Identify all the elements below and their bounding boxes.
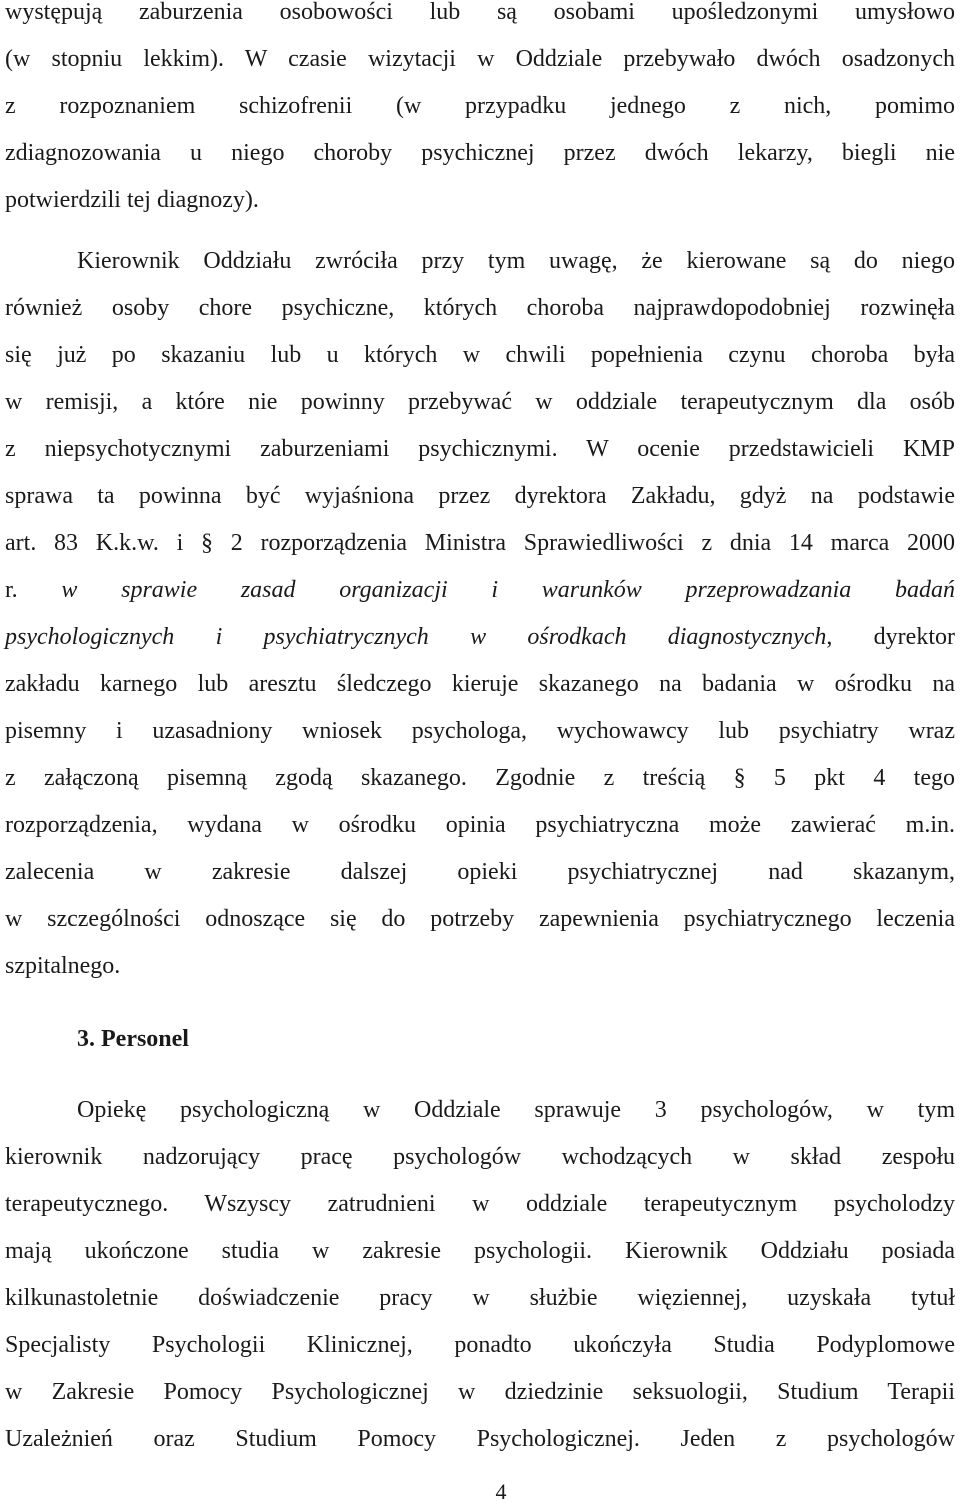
text-line: art. 83 K.k.w. i § 2 rozporządzenia Ministra Sprawiedliwości z dnia 14 marca 2000: [5, 530, 955, 556]
text-line: Specjalisty Psychologii Klinicznej, ponadto ukończyła Studia Podyplomowe: [5, 1332, 955, 1358]
text-line: w szczególności odnoszące się do potrzeby zapewnienia psychiatrycznego leczenia: [5, 906, 955, 932]
text-line: w Zakresie Pomocy Psychologicznej w dziedzinie seksuologii, Studium Terapii: [5, 1379, 955, 1405]
text-line: potwierdzili tej diagnozy).: [5, 187, 259, 213]
text-line: [5, 622, 955, 652]
text-line: sprawa ta powinna być wyjaśniona przez dyrektora Zakładu, gdyż na podstawie: [5, 483, 955, 509]
text-line: Kierownik Oddziału zwróciła przy tym uwagę, że kierowane są do niego: [77, 248, 955, 274]
text-line: zakładu karnego lub aresztu śledczego kieruje skazanego na badania w ośrodku na: [5, 671, 955, 697]
text-line: [5, 575, 955, 605]
text-line: w remisji, a które nie powinny przebywać w oddziale terapeutycznym dla osób: [5, 389, 955, 415]
text-span: , dyrektor: [826, 624, 955, 650]
text-line: się już po skazaniu lub u których w chwili popełnienia czynu choroba była: [5, 342, 955, 368]
page-number: 4: [495, 1479, 507, 1504]
text-line: Opiekę psychologiczną w Oddziale sprawuje 3 psychologów, w tym: [77, 1097, 955, 1123]
text-line: występują zaburzenia osobowości lub są osobami upośledzonymi umysłowo: [5, 0, 955, 25]
text-line: pisemny i uzasadniony wniosek psychologa, wychowawcy lub psychiatry wraz: [5, 718, 955, 744]
text-line: szpitalnego.: [5, 953, 121, 979]
text-line: kilkunastoletnie doświadczenie pracy w służbie więziennej, uzyskała tytuł: [5, 1285, 955, 1311]
italic-title-span: w sprawie zasad organizacji i warunków przeprowadzania badań: [61, 577, 955, 603]
text-line: mają ukończone studia w zakresie psychologii. Kierownik Oddziału posiada: [5, 1238, 955, 1264]
text-line: z rozpoznaniem schizofrenii (w przypadku jednego z nich, pomimo: [5, 93, 955, 119]
text-line: zalecenia w zakresie dalszej opieki psychiatrycznej nad skazanym,: [5, 859, 955, 885]
text-line: Uzależnień oraz Studium Pomocy Psychologicznej. Jeden z psychologów: [5, 1426, 955, 1452]
text-line: zdiagnozowania u niego choroby psychicznej przez dwóch lekarzy, biegli nie: [5, 140, 955, 166]
italic-title-span: psychologicznych i psychiatrycznych w ośrodkach diagnostycznych: [5, 624, 827, 650]
text-line: rozporządzenia, wydana w ośrodku opinia psychiatryczna może zawierać m.in.: [5, 812, 955, 838]
text-line: z załączoną pisemną zgodą skazanego. Zgodnie z treścią § 5 pkt 4 tego: [5, 765, 955, 791]
text-line: kierownik nadzorujący pracę psychologów wchodzących w skład zespołu: [5, 1144, 955, 1170]
text-span: r.: [5, 577, 18, 603]
text-line: terapeutycznego. Wszyscy zatrudnieni w oddziale terapeutycznym psycholodzy: [5, 1191, 955, 1217]
section-heading: 3. Personel: [77, 1026, 189, 1052]
text-line: z niepsychotycznymi zaburzeniami psychicznymi. W ocenie przedstawicieli KMP: [5, 436, 955, 462]
text-line: (w stopniu lekkim). W czasie wizytacji w Oddziale przebywało dwóch osadzonych: [5, 46, 955, 72]
text-line: również osoby chore psychiczne, których choroba najprawdopodobniej rozwinęła: [5, 295, 955, 321]
